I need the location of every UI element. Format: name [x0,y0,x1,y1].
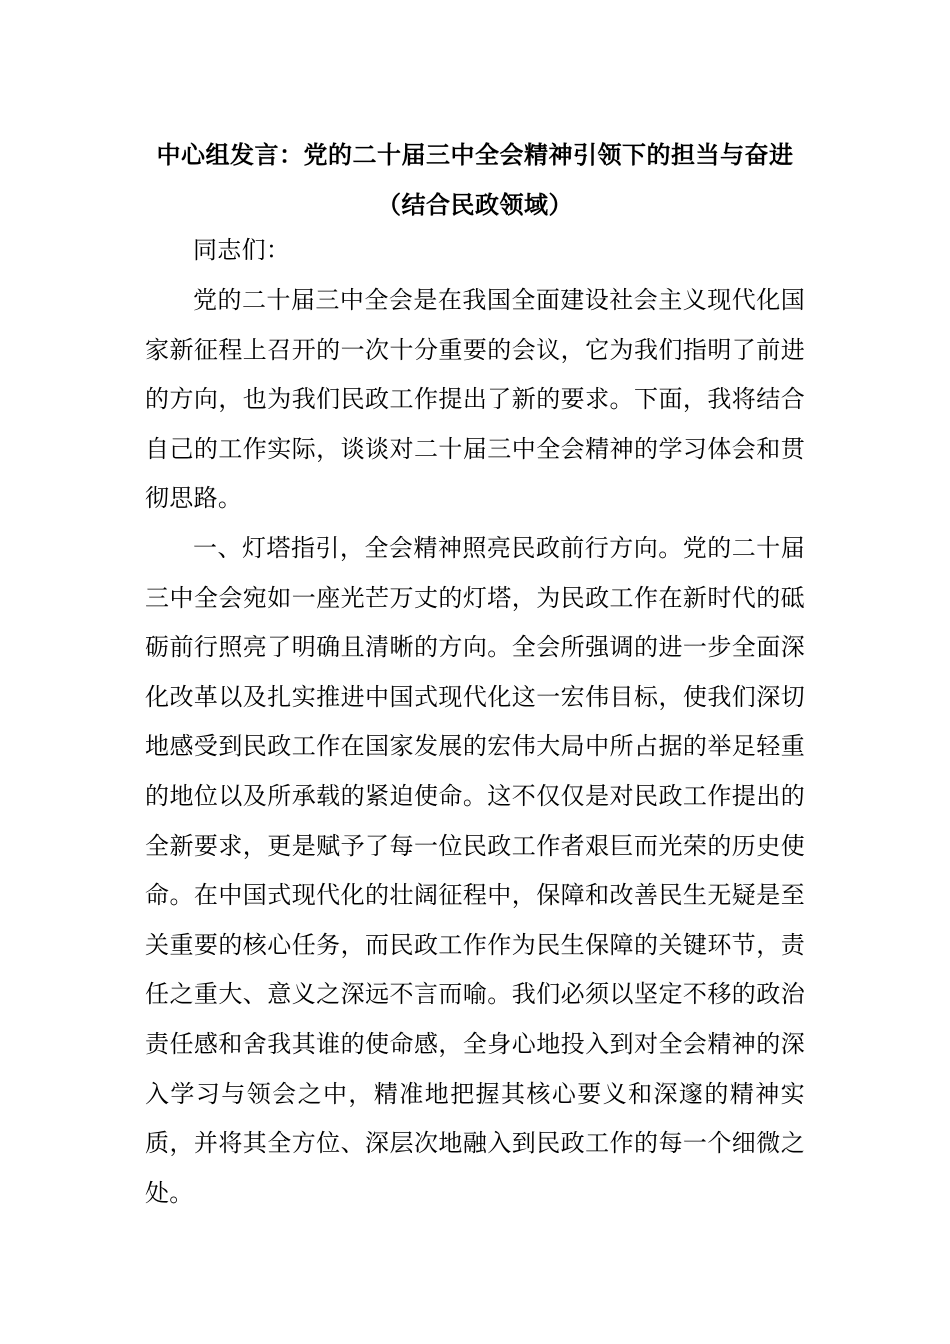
paragraph-intro: 党的二十届三中全会是在我国全面建设社会主义现代化国家新征程上召开的一次十分重要的会议，它为我们指明了前进的方向，也为我们民政工作提出了新的要求。下面，我将结合自己的工作实际，谈谈对二十届三中全会精神的学习体会和贯彻思路。 [145,286,805,513]
paragraph-section-one: 一、灯塔指引，全会精神照亮民政前行方向。党的二十届三中全会宛如一座光芒万丈的灯塔，为民政工作在新时代的砥砺前行照亮了明确且清晰的方向。全会所强调的进一步全面深化改革以及扎实推进中国式现代化这一宏伟目标，使我们深切地感受到民政工作在国家发展的宏伟大局中所占据的举足轻重的地位以及所承载的紧迫使命。这不仅仅是对民政工作提出的全新要求，更是赋予了每一位民政工作者艰巨而光荣的历史使命。在中国式现代化的壮阔征程中，保障和改善民生无疑是至关重要的核心任务，而民政工作作为民生保障的关键环节，责任之重大、意义之深远不言而喻。我们必须以坚定不移的政治责任感和舍我其谁的使命感，全身心地投入到对全会精神的深入学习与领会之中，精准地把握其核心要义和深邃的精神实质，并将其全方位、深层次地融入到民政工作的每一个细微之处。 [145,534,805,1207]
salutation: 同志们： [193,236,291,264]
document-title: 中心组发言：党的二十届三中全会精神引领下的担当与奋进（结合民政领域） [156,141,794,219]
